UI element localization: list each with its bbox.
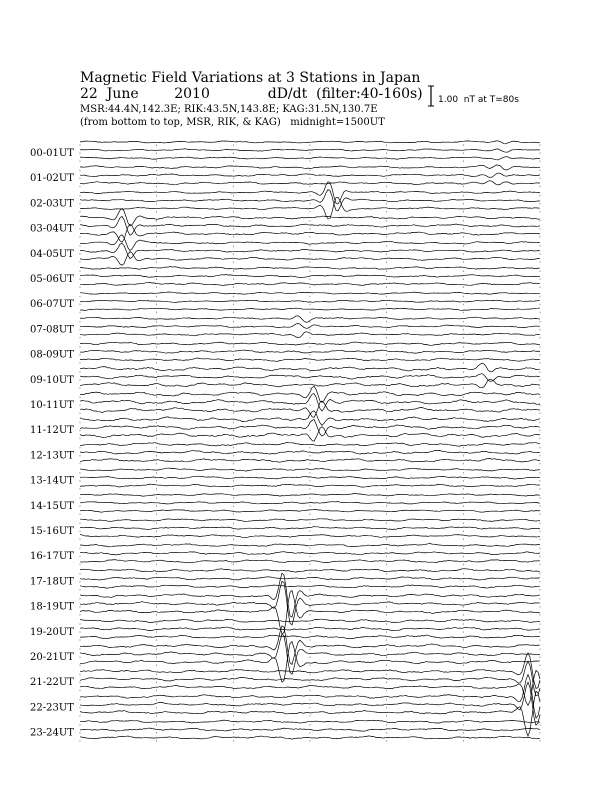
hour-label: 22-23UT — [30, 702, 74, 714]
trace-msr-22-23ut — [80, 675, 540, 719]
trace-msr-09-10ut — [80, 363, 540, 372]
traces — [80, 141, 540, 742]
trace-kag-00-01ut — [80, 157, 540, 160]
hour-label: 21-22UT — [30, 677, 74, 689]
trace-kag-08-09ut — [80, 358, 540, 361]
hour-label: 01-02UT — [30, 173, 74, 185]
trace-msr-12-13ut — [80, 443, 540, 447]
trace-kag-15-16ut — [80, 535, 540, 538]
hour-label: 17-18UT — [30, 576, 74, 588]
trace-kag-01-02ut — [80, 181, 540, 185]
hour-label: 18-19UT — [30, 601, 74, 613]
trace-msr-13-14ut — [80, 468, 540, 471]
hour-label: 23-24UT — [30, 727, 74, 739]
trace-kag-16-17ut — [80, 560, 540, 563]
hour-label: 10-11UT — [30, 400, 74, 411]
trace-msr-00-01ut — [80, 141, 540, 144]
trace-msr-06-07ut — [80, 292, 540, 294]
trace-rik-01-02ut — [80, 173, 540, 177]
trace-msr-08-09ut — [80, 342, 540, 345]
trace-kag-19-20ut — [80, 635, 540, 639]
trace-rik-23-24ut — [80, 728, 540, 731]
trace-msr-17-18ut — [80, 569, 540, 572]
hour-label: 07-08UT — [30, 324, 74, 336]
trace-kag-20-21ut — [80, 642, 540, 682]
hour-label: 11-12UT — [30, 425, 74, 437]
trace-rik-08-09ut — [80, 350, 540, 353]
trace-rik-14-15ut — [80, 502, 540, 504]
trace-kag-07-08ut — [80, 332, 540, 338]
chart-title: Magnetic Field Variations at 3 Stations in Japan — [80, 70, 421, 86]
trace-rik-16-17ut — [80, 552, 540, 555]
hour-label: 04-05UT — [30, 248, 74, 260]
hour-label: 19-20UT — [30, 626, 74, 638]
hour-label: 20-21UT — [30, 652, 74, 663]
hour-label: 15-16UT — [30, 526, 74, 537]
trace-msr-16-17ut — [80, 544, 540, 547]
hour-label: 08-09UT — [30, 349, 74, 361]
trace-kag-14-15ut — [80, 510, 540, 513]
trace-rik-17-18ut — [80, 577, 540, 580]
hour-label: 14-15UT — [30, 500, 74, 512]
trace-kag-06-07ut — [80, 308, 540, 310]
hour-label: 09-10UT — [30, 374, 74, 386]
scale-bar-label: 1.00 nT at T=80s — [438, 95, 519, 105]
trace-rik-22-23ut — [80, 682, 540, 725]
trace-kag-03-04ut — [80, 224, 540, 242]
trace-rik-10-11ut — [80, 394, 540, 411]
hour-label: 02-03UT — [30, 198, 74, 210]
trace-kag-13-14ut — [80, 484, 540, 487]
trace-rik-07-08ut — [80, 324, 540, 329]
trace-rik-15-16ut — [80, 527, 540, 530]
trace-kag-17-18ut — [80, 585, 540, 588]
hour-label: 12-13UT — [30, 450, 74, 462]
panel-order-note: (from bottom to top, MSR, RIK, & KAG) midnight=1500UT — [80, 117, 385, 128]
trace-kag-12-13ut — [80, 459, 540, 463]
trace-rik-13-14ut — [80, 476, 540, 479]
trace-msr-19-20ut — [80, 619, 540, 622]
trace-msr-23-24ut — [80, 720, 540, 723]
trace-msr-14-15ut — [80, 494, 540, 497]
date-filter-line: 22 June 2010 dD/dt (filter:40-160s) — [80, 86, 423, 102]
trace-kag-05-06ut — [80, 283, 540, 286]
hour-label: 05-06UT — [30, 274, 74, 285]
hour-label: 16-17UT — [30, 551, 74, 563]
hour-label: 13-14UT — [30, 475, 74, 487]
hour-label: 03-04UT — [30, 223, 74, 235]
trace-rik-19-20ut — [80, 627, 540, 631]
hour-label: 06-07UT — [30, 299, 74, 311]
station-coordinates: MSR:44.4N,142.3E; RIK:43.5N,143.8E; KAG:31.5N,130.7E — [80, 104, 378, 115]
trace-rik-18-19ut — [80, 581, 540, 625]
trace-msr-01-02ut — [80, 165, 540, 170]
trace-rik-06-07ut — [80, 300, 540, 302]
trace-rik-00-01ut — [80, 149, 540, 152]
trace-msr-05-06ut — [80, 267, 540, 270]
trace-msr-15-16ut — [80, 519, 540, 522]
hour-label: 00-01UT — [30, 148, 74, 159]
hour-labels — [30, 148, 74, 739]
trace-rik-05-06ut — [80, 275, 540, 278]
trace-rik-12-13ut — [80, 451, 540, 455]
trace-msr-02-03ut — [80, 182, 540, 204]
trace-kag-23-24ut — [80, 736, 540, 739]
